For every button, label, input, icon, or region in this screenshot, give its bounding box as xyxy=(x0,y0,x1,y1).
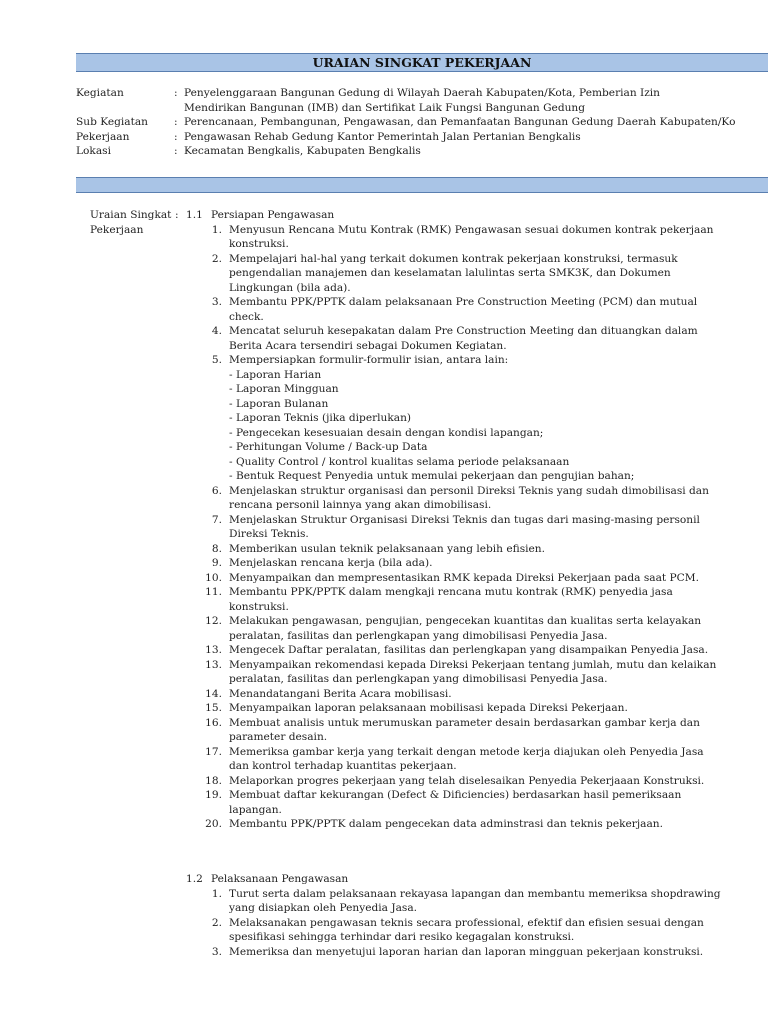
item-text xyxy=(229,716,768,745)
list-item xyxy=(186,916,768,945)
item-list xyxy=(186,887,768,960)
item-line: Membantu PPK/PPTK dalam pengecekan data adminstrasi dan teknis pekerjaan. xyxy=(229,818,663,830)
item-number: 9. xyxy=(211,557,222,569)
uraian-label-line: Uraian Singkat xyxy=(90,209,172,221)
item-line: Menjelaskan struktur organisasi dan personil Direksi Teknis yang sudah dimobilisasi dan xyxy=(229,484,709,497)
list-item xyxy=(186,324,768,353)
item-number: 7. xyxy=(211,513,222,526)
item-number: 5. xyxy=(211,354,222,366)
item-line: Menjelaskan Struktur Organisasi Direksi Teknis dan tugas dari masing-masing personil xyxy=(229,513,700,526)
info-colon: : xyxy=(174,87,178,99)
section-title: Pelaksanaan Pengawasan xyxy=(211,873,349,885)
item-number: 8. xyxy=(211,542,222,555)
item-line: Mengecek Daftar peralatan, fasilitas dan perlengkapan yang disampaikan Penyedia Jasa. xyxy=(229,644,709,656)
info-value xyxy=(184,86,768,115)
section-heading xyxy=(186,208,768,223)
item-line: Melakukan pengawasan, pengujian, pengecekan kuantitas dan kualitas serta kelayakan xyxy=(229,615,702,627)
item-number: 14. xyxy=(205,687,222,700)
section-number: 1.2 xyxy=(186,873,203,885)
item-line: dan kontrol terhadap kuantitas pekerjaan. xyxy=(229,760,457,772)
info-colon: : xyxy=(174,116,178,128)
item-line: lapangan. xyxy=(229,803,282,816)
list-item xyxy=(186,701,768,716)
info-row xyxy=(76,115,768,130)
item-line: Membantu PPK/PPTK dalam pelaksanaan Pre Construction Meeting (PCM) dan mutual xyxy=(229,296,698,308)
item-line: Mencatat seluruh kesepakatan dalam Pre Construction Meeting dan dituangkan dalam xyxy=(229,325,698,337)
info-label: Sub Kegiatan xyxy=(76,116,149,128)
list-item xyxy=(186,745,768,774)
info-value-line: Penyelenggaraan Bangunan Gedung di Wilayah Daerah Kabupaten/Kota, Pemberian Izin xyxy=(184,87,660,99)
item-text xyxy=(229,687,768,702)
sub-item: - Quality Control / kontrol kualitas selama periode pelaksanaan xyxy=(229,455,570,468)
info-value xyxy=(184,144,768,159)
item-text xyxy=(229,585,768,614)
item-line: Memeriksa dan menyetujui laporan harian dan laporan mingguan pekerjaan konstruksi. xyxy=(229,945,704,958)
item-text xyxy=(229,887,768,916)
sub-item: - Laporan Teknis (jika diperlukan) xyxy=(229,412,412,424)
info-colon: : xyxy=(174,145,178,157)
item-line: konstruksi. xyxy=(229,238,289,250)
item-line: Menandatangani Berita Acara mobilisasi. xyxy=(229,687,452,700)
info-value-line: Mendirikan Bangunan (IMB) dan Sertifikat Laik Fungsi Bangunan Gedung xyxy=(184,101,586,114)
item-text xyxy=(229,556,768,571)
item-text xyxy=(229,916,768,945)
list-item xyxy=(186,887,768,916)
info-row xyxy=(76,86,768,115)
item-line: Menjelaskan rencana kerja (bila ada). xyxy=(229,557,433,569)
item-text xyxy=(229,817,768,832)
page-title: URAIAN SINGKAT PEKERJAAN xyxy=(312,55,532,70)
info-row xyxy=(76,130,768,145)
list-item xyxy=(186,252,768,296)
item-line: yang disiapkan oleh Penyedia Jasa. xyxy=(229,902,418,914)
list-item xyxy=(186,817,768,832)
item-line: Melaporkan progres pekerjaan yang telah diselesaikan Penyedia Pekerjaaan Konstruksi. xyxy=(229,774,705,787)
info-value xyxy=(184,115,768,130)
item-text xyxy=(229,324,768,353)
list-item xyxy=(186,295,768,324)
title-bar xyxy=(76,53,768,72)
item-line: rencana personil lainnya yang akan dimobilisasi. xyxy=(229,499,492,511)
list-item xyxy=(186,542,768,557)
item-line: Menyampaikan laporan pelaksanaan mobilisasi kepada Direksi Pekerjaan. xyxy=(229,702,628,714)
item-number: 13. xyxy=(205,644,222,656)
section-heading xyxy=(186,872,768,887)
sub-item: - Bentuk Request Penyedia untuk memulai pekerjaan dan pengujian bahan; xyxy=(229,470,635,482)
info-value xyxy=(184,130,768,145)
list-item xyxy=(186,484,768,513)
item-line: konstruksi. xyxy=(229,600,289,613)
item-text xyxy=(229,353,768,484)
item-number: 4. xyxy=(211,325,222,337)
sub-item: - Pengecekan kesesuaian desain dengan kondisi lapangan; xyxy=(229,426,544,439)
sub-item: - Perhitungan Volume / Back-up Data xyxy=(229,441,428,453)
list-item xyxy=(186,687,768,702)
sub-list xyxy=(229,368,768,484)
item-line: Menyampaikan rekomendasi kepada Direksi Pekerjaan tentang jumlah, mutu dan kelaikan xyxy=(229,658,717,671)
item-line: Menyampaikan dan mempresentasikan RMK kepada Direksi Pekerjaan pada saat PCM. xyxy=(229,571,699,584)
uraian-colon: : xyxy=(175,209,179,221)
item-line: Membuat analisis untuk merumuskan parameter desain berdasarkan gambar kerja dan xyxy=(229,716,700,729)
item-line: pengendalian manajemen dan keselamatan lalulintas serta SMK3K, dan Dokumen xyxy=(229,267,671,279)
section-1-1 xyxy=(186,208,768,832)
item-text xyxy=(229,513,768,542)
item-line: Membuat daftar kekurangan (Defect & Dificiencies) berdasarkan hasil pemeriksaan xyxy=(229,789,682,801)
item-text xyxy=(229,945,768,960)
item-number: 2. xyxy=(211,252,222,265)
list-item xyxy=(186,643,768,658)
item-number: 15. xyxy=(205,702,222,714)
item-number: 1. xyxy=(211,223,222,236)
info-value-line: Pengawasan Rehab Gedung Kantor Pemerintah Jalan Pertanian Bengkalis xyxy=(184,130,581,143)
section-number: 1.1 xyxy=(186,209,203,221)
item-text xyxy=(229,614,768,643)
info-row xyxy=(76,144,768,159)
item-line: Mempersiapkan formulir-formulir isian, antara lain: xyxy=(229,354,509,366)
item-number: 12. xyxy=(205,615,222,627)
sub-item: - Laporan Harian xyxy=(229,368,322,381)
item-line: Mempelajari hal-hal yang terkait dokumen kontrak pekerjaan konstruksi, termasuk xyxy=(229,252,678,265)
list-item xyxy=(186,513,768,542)
item-text xyxy=(229,658,768,687)
list-item xyxy=(186,614,768,643)
section-title: Persiapan Pengawasan xyxy=(211,209,335,221)
list-item xyxy=(186,774,768,789)
list-item xyxy=(186,223,768,252)
list-item xyxy=(186,353,768,484)
item-number: 13. xyxy=(205,658,222,671)
item-number: 20. xyxy=(205,818,222,830)
item-text xyxy=(229,745,768,774)
section-1-2 xyxy=(186,872,768,959)
info-label: Kegiatan xyxy=(76,87,124,99)
list-item xyxy=(186,716,768,745)
item-list xyxy=(186,223,768,832)
item-line: check. xyxy=(229,310,264,323)
item-text xyxy=(229,788,768,817)
item-number: 1. xyxy=(211,887,222,900)
item-text xyxy=(229,252,768,296)
info-colon: : xyxy=(174,130,178,143)
item-line: Direksi Teknis. xyxy=(229,528,309,540)
item-number: 17. xyxy=(205,745,222,758)
item-line: peralatan, fasilitas dan perlengkapan yang dimobilisasi Penyedia Jasa. xyxy=(229,673,608,685)
item-line: Melaksanakan pengawasan teknis secara professional, efektif dan efisien sesuai dengan xyxy=(229,916,704,929)
item-number: 19. xyxy=(205,789,222,801)
item-line: Memeriksa gambar kerja yang terkait dengan metode kerja diajukan oleh Penyedia Jasa xyxy=(229,745,704,758)
item-number: 18. xyxy=(205,774,222,787)
info-label: Lokasi xyxy=(76,145,111,157)
item-number: 2. xyxy=(211,916,222,929)
item-text xyxy=(229,774,768,789)
sub-item: - Laporan Mingguan xyxy=(229,383,339,395)
uraian-label-line: Pekerjaan xyxy=(90,223,144,236)
item-number: 3. xyxy=(211,945,222,958)
item-line: Membantu PPK/PPTK dalam mengkaji rencana mutu kontrak (RMK) penyedia jasa xyxy=(229,586,673,598)
item-text xyxy=(229,484,768,513)
separator-bar xyxy=(76,177,768,193)
info-value-line: Perencanaan, Pembangunan, Pengawasan, dan Pemanfaatan Bangunan Gedung Daerah Kabupaten/Ko xyxy=(184,116,736,128)
item-number: 3. xyxy=(211,296,222,308)
item-line: parameter desain. xyxy=(229,731,328,743)
uraian-label xyxy=(90,208,172,237)
item-number: 10. xyxy=(205,571,222,584)
list-item xyxy=(186,658,768,687)
item-line: peralatan, fasilitas dan perlengkapan yang dimobilisasi Penyedia Jasa. xyxy=(229,629,608,642)
list-item xyxy=(186,585,768,614)
item-line: Lingkungan (bila ada). xyxy=(229,281,351,294)
list-item xyxy=(186,556,768,571)
item-text xyxy=(229,223,768,252)
item-text xyxy=(229,571,768,586)
item-text xyxy=(229,643,768,658)
info-label: Pekerjaan xyxy=(76,130,130,143)
info-value-line: Kecamatan Bengkalis, Kabupaten Bengkalis xyxy=(184,145,421,157)
item-line: Menyusun Rencana Mutu Kontrak (RMK) Pengawasan sesuai dokumen kontrak pekerjaan xyxy=(229,223,714,236)
item-line: Turut serta dalam pelaksanaan rekayasa lapangan dan membantu memeriksa shopdrawing xyxy=(229,887,721,900)
item-number: 16. xyxy=(205,716,222,729)
list-item xyxy=(186,788,768,817)
sub-item: - Laporan Bulanan xyxy=(229,397,329,410)
list-item xyxy=(186,571,768,586)
item-line: Memberikan usulan teknik pelaksanaan yang lebih efisien. xyxy=(229,542,545,555)
item-text xyxy=(229,701,768,716)
info-table xyxy=(76,86,768,159)
item-number: 6. xyxy=(211,484,222,497)
item-line: Berita Acara tersendiri sebagai Dokumen Kegiatan. xyxy=(229,339,507,352)
item-text xyxy=(229,295,768,324)
list-item xyxy=(186,945,768,960)
item-line: spesifikasi sehingga terhindar dari resiko kegagalan konstruksi. xyxy=(229,931,575,943)
item-number: 11. xyxy=(205,586,222,598)
item-text xyxy=(229,542,768,557)
